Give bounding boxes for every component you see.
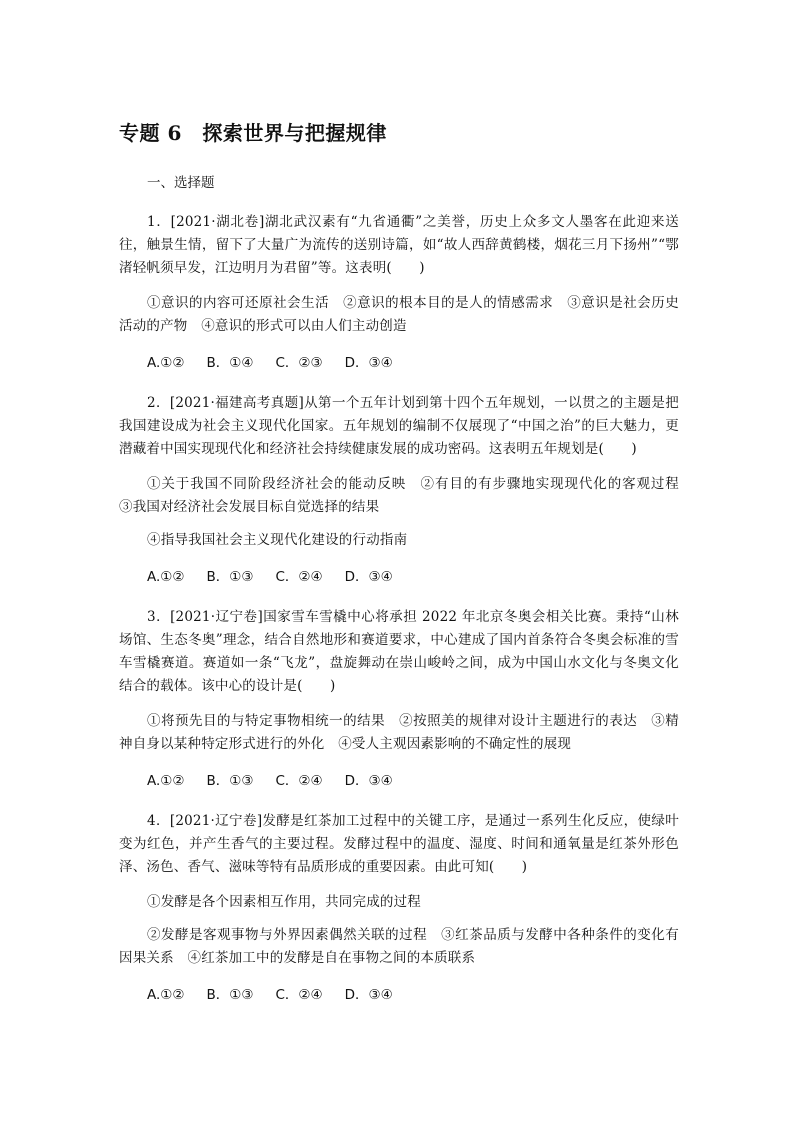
question-stem: 2．[2021·福建高考真题]从第一个五年计划到第十四个五年规划，一以贯之的主题是把我国建设成为社会主义现代化国家。五年规划的编制不仅展现了“中国之治”的巨大魅力，更潜藏着中国实现现代化和经济社会持续健康发展的成功密码。这表明五年规划是( ) <box>119 395 679 457</box>
question-2 <box>119 392 693 588</box>
section-heading: 一、选择题 <box>147 175 215 191</box>
question-options-continued: ④指导我国社会主义现代化建设的行动指南 <box>147 532 408 548</box>
document-page <box>119 118 693 1006</box>
question-options: ①发酵是各个因素相互作用，共同完成的过程 <box>147 894 421 910</box>
answer-b: B．①③ <box>206 569 254 585</box>
question-4 <box>119 810 679 1006</box>
answer-b: B．①④ <box>206 355 254 371</box>
answer-c: C．②④ <box>275 773 323 789</box>
answer-d: D．③④ <box>344 773 393 789</box>
answer-a: A.①② <box>147 773 185 789</box>
answer-choices <box>119 352 679 374</box>
answer-a: A.①② <box>147 569 185 585</box>
question-1 <box>119 211 679 374</box>
answer-d: D．③④ <box>344 987 393 1003</box>
page-title: 专题 6 探索世界与把握规律 <box>119 121 387 145</box>
answer-c: C．②④ <box>275 569 323 585</box>
question-options: ①将预先目的与特定事物相统一的结果 ②按照美的规律对设计主题进行的表达 ③精神自身以某种特定形式进行的外化 ④受人主观因素影响的不确定性的展现 <box>119 713 679 752</box>
answer-c: C．②④ <box>275 987 323 1003</box>
answer-a: A.①② <box>147 355 185 371</box>
answer-c: C．②③ <box>275 355 323 371</box>
question-stem: 1．[2021·湖北卷]湖北武汉素有“九省通衢”之美誉，历史上众多文人墨客在此迎来送往，触景生情，留下了大量广为流传的送别诗篇，如“故人西辞黄鹤楼，烟花三月下扬州”“鄂渚轻帆须早发，江边明月为君留”等。这表明( ) <box>119 214 679 276</box>
question-options: ①意识的内容可还原社会生活 ②意识的根本目的是人的情感需求 ③意识是社会历史活动的产物 ④意识的形式可以由人们主动创造 <box>119 295 679 334</box>
answer-choices <box>119 566 679 588</box>
question-3 <box>119 606 679 792</box>
answer-choices <box>119 984 679 1006</box>
answer-a: A.①② <box>147 987 185 1003</box>
question-stem: 3．[2021·辽宁卷]国家雪车雪橇中心将承担 2022 年北京冬奥会相关比赛。秉持“山林场馆、生态冬奥”理念，结合自然地形和赛道要求，中心建成了国内首条符合冬奥会标准的雪车雪橇赛道。赛道如一条“飞龙”，盘旋舞动在崇山峻岭之间，成为中国山水文化与冬奥文化结合的载体。该中心的设计是( ) <box>119 609 679 694</box>
question-options: ①关于我国不同阶段经济社会的能动反映 ②有目的有步骤地实现现代化的客观过程 ③我国对经济社会发展目标自觉选择的结果 <box>119 476 693 515</box>
answer-d: D．③④ <box>344 355 393 371</box>
question-options-continued: ②发酵是客观事物与外界因素偶然关联的过程 ③红茶品质与发酵中各种条件的变化有因果关系 ④红茶加工中的发酵是自在事物之间的本质联系 <box>119 927 679 966</box>
question-stem: 4．[2021·辽宁卷]发酵是红茶加工过程中的关键工序，是通过一系列生化反应，使绿叶变为红色，并产生香气的主要过程。发酵过程中的温度、湿度、时间和通氧量是红茶外形色泽、汤色、香气、滋味等特有品质形成的重要因素。由此可知( ) <box>119 813 679 875</box>
answer-b: B．①③ <box>206 773 254 789</box>
answer-b: B．①③ <box>206 987 254 1003</box>
answer-d: D．③④ <box>344 569 393 585</box>
answer-choices <box>119 770 679 792</box>
